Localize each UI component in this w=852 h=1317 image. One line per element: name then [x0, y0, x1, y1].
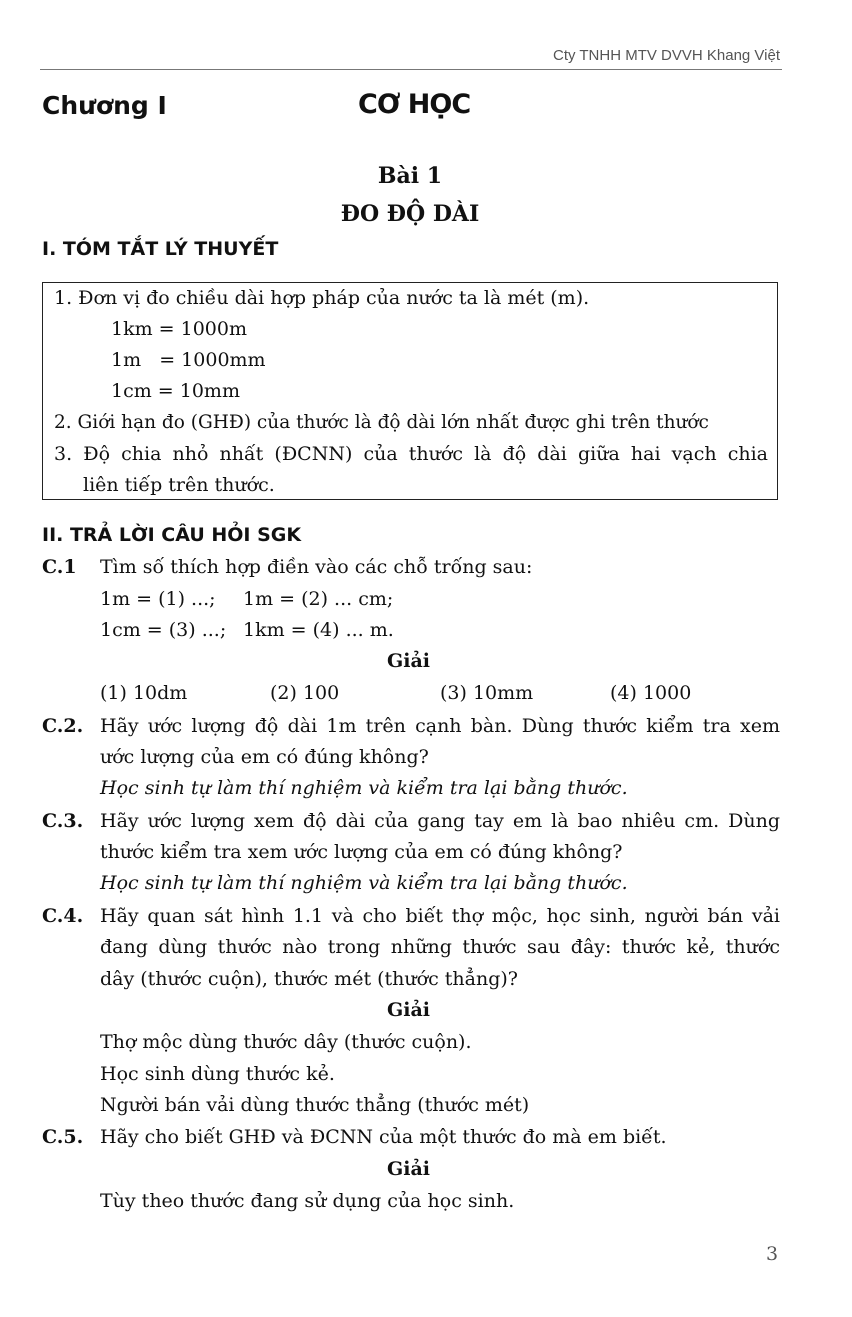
- question-c3-line-2: thước kiểm tra xem ước lượng của em có đúng không?: [100, 841, 623, 863]
- theory-item-1: 1. Đơn vị đo chiều dài hợp pháp của nước ta là mét (m).: [54, 287, 590, 309]
- page-number: 3: [766, 1243, 779, 1265]
- header-rule: [40, 69, 782, 70]
- question-c5: Hãy cho biết GHĐ và ĐCNN của một thước đo mà em biết.: [100, 1126, 667, 1148]
- c1-answer-3: (3) 10mm: [440, 682, 534, 704]
- c1-answer-1: (1) 10dm: [100, 682, 188, 704]
- c4-answer-student: Học sinh dùng thước kẻ.: [100, 1063, 335, 1085]
- theory-item-2: 2. Giới hạn đo (GHĐ) của thước là độ dài lớn nhất được ghi trên thước: [54, 412, 709, 433]
- answer-c3: Học sinh tự làm thí nghiệm và kiểm tra lại bằng thước.: [100, 872, 628, 894]
- lesson-title: ĐO ĐỘ DÀI: [340, 201, 480, 227]
- c1-blank-3: 1cm = (3) ...;: [100, 619, 227, 641]
- question-c2-line-1: Hãy ước lượng độ dài 1m trên cạnh bàn. Dùng thước kiểm tra xem: [100, 715, 780, 737]
- question-label-c3: C.3.: [42, 810, 84, 832]
- c1-blank-1: 1m = (1) ...;: [100, 588, 216, 610]
- solution-heading-c5: Giải: [387, 1158, 430, 1180]
- question-label-c1: C.1: [42, 556, 77, 578]
- answer-c2: Học sinh tự làm thí nghiệm và kiểm tra lại bằng thước.: [100, 777, 628, 799]
- question-c4-line-1: Hãy quan sát hình 1.1 và cho biết thợ mộc, học sinh, người bán vải: [100, 905, 780, 927]
- solution-heading-c1: Giải: [387, 650, 430, 672]
- c1-blank-2: 1m = (2) ... cm;: [243, 588, 394, 610]
- conversion-cm: 1cm = 10mm: [111, 380, 240, 402]
- question-c4-line-2: đang dùng thước nào trong những thước sau đây: thước kẻ, thước: [100, 936, 780, 958]
- theory-item-3-cont: liên tiếp trên thước.: [83, 474, 275, 496]
- lesson-number: Bài 1: [377, 163, 443, 189]
- c1-blank-4: 1km = (4) ... m.: [243, 619, 394, 641]
- chapter-title: CƠ HỌC: [358, 89, 471, 120]
- question-label-c2: C.2.: [42, 715, 84, 737]
- c1-answer-2: (2) 100: [270, 682, 340, 704]
- c4-answer-seller: Người bán vải dùng thước thẳng (thước mét): [100, 1094, 530, 1116]
- solution-heading-c4: Giải: [387, 999, 430, 1021]
- c4-answer-carpenter: Thợ mộc dùng thước dây (thước cuộn).: [100, 1031, 472, 1053]
- conversion-m: 1m = 1000mm: [111, 349, 266, 371]
- question-c3-line-1: Hãy ước lượng xem độ dài của gang tay em là bao nhiêu cm. Dùng: [100, 810, 780, 832]
- c1-answer-4: (4) 1000: [610, 682, 692, 704]
- section-heading-theory: I. TÓM TẮT LÝ THUYẾT: [42, 238, 279, 260]
- conversion-km: 1km = 1000m: [111, 318, 247, 340]
- answer-c5: Tùy theo thước đang sử dụng của học sinh.: [100, 1190, 515, 1212]
- question-c2-line-2: ước lượng của em có đúng không?: [100, 746, 429, 768]
- question-c4-line-3: dây (thước cuộn), thước mét (thước thẳng)?: [100, 968, 518, 990]
- theory-item-3: 3. Độ chia nhỏ nhất (ĐCNN) của thước là độ dài giữa hai vạch chia: [54, 443, 768, 465]
- running-header: Cty TNHH MTV DVVH Khang Việt: [552, 47, 780, 64]
- question-c1: Tìm số thích hợp điền vào các chỗ trống sau:: [100, 556, 533, 578]
- chapter-label: Chương I: [42, 91, 167, 120]
- section-heading-answers: II. TRẢ LỜI CÂU HỎI SGK: [42, 524, 302, 546]
- question-label-c5: C.5.: [42, 1126, 84, 1148]
- question-label-c4: C.4.: [42, 905, 84, 927]
